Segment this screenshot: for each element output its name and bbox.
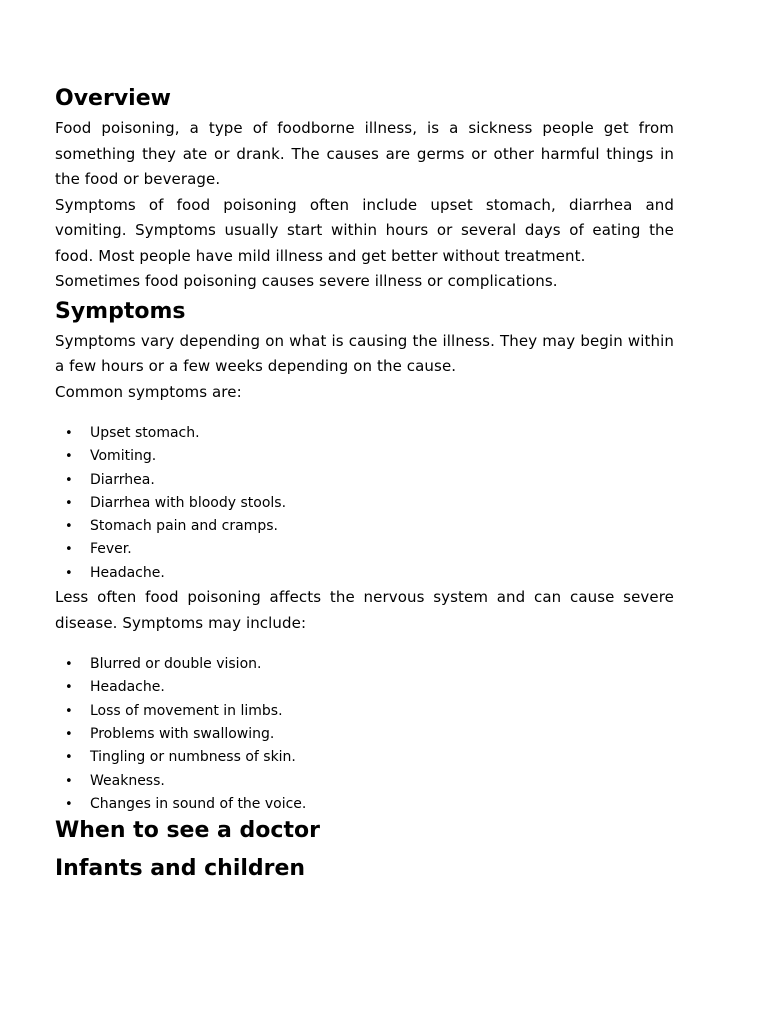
list-item: • Loss of movement in limbs.: [55, 700, 674, 723]
list-item: • Headache.: [55, 562, 674, 585]
common-symptoms-list: [55, 422, 674, 585]
symptoms-intro: Symptoms vary depending on what is causing the illness. They may begin within a few hours or a few weeks depending on the cause.: [55, 331, 674, 375]
overview-paragraph: Symptoms of food poisoning often include upset stomach, diarrhea and vomiting. Symptoms usually start within hours or several days of eating the food. Most people have mild illness and get better without treatment.: [55, 195, 674, 265]
list-item: • Blurred or double vision.: [55, 653, 674, 676]
list-item: • Vomiting.: [55, 445, 674, 468]
common-symptoms-label: Common symptoms are:: [55, 382, 242, 401]
list-item: • Stomach pain and cramps.: [55, 515, 674, 538]
overview-paragraph: Food poisoning, a type of foodborne illness, is a sickness people get from something they ate or drank. The causes are germs or other harmful things in the food or beverage.: [55, 119, 674, 188]
list-item: • Upset stomach.: [55, 422, 674, 445]
when-to-see-doctor-heading: When to see a doctor: [55, 818, 320, 844]
list-item: • Changes in sound of the voice.: [55, 793, 674, 816]
list-item: • Headache.: [55, 676, 674, 699]
list-item: • Weakness.: [55, 770, 674, 793]
list-item: • Fever.: [55, 538, 674, 561]
list-item: • Tingling or numbness of skin.: [55, 746, 674, 769]
nervous-symptoms-list: [55, 653, 674, 816]
nervous-system-intro: Less often food poisoning affects the nervous system and can cause severe disease. Symptoms may include:: [55, 588, 674, 632]
symptoms-heading: Symptoms: [55, 298, 186, 324]
infants-and-children-heading: Infants and children: [55, 856, 306, 882]
list-item: • Diarrhea.: [55, 469, 674, 492]
overview-heading: Overview: [55, 86, 171, 111]
overview-paragraph: Sometimes food poisoning causes severe illness or complications.: [55, 272, 558, 290]
list-item: • Diarrhea with bloody stools.: [55, 492, 674, 515]
list-item: • Problems with swallowing.: [55, 723, 674, 746]
